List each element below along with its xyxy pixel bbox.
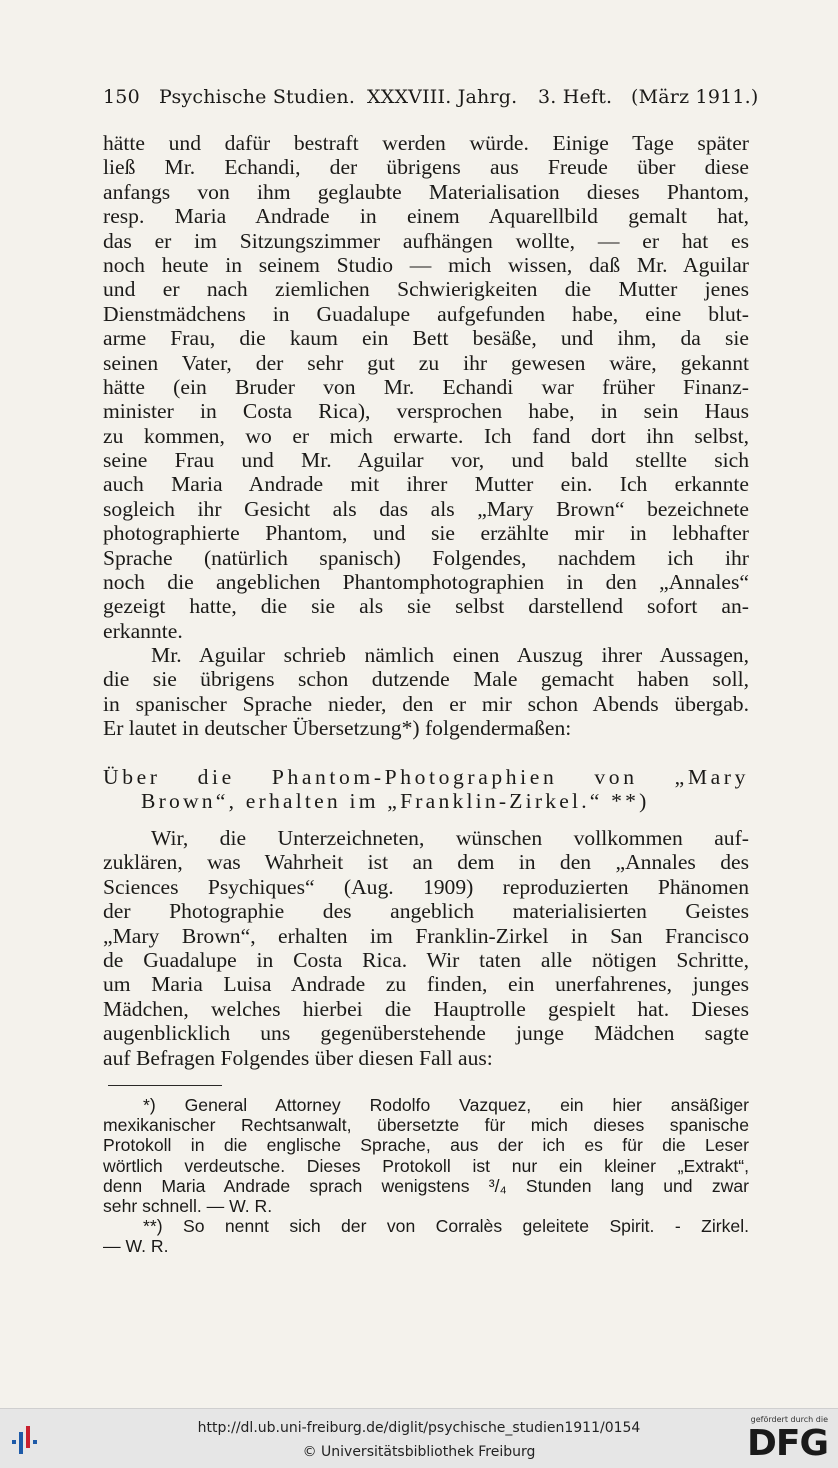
text-line: Dienstmädchens in Guadalupe aufgefunden habe, eine blut- bbox=[103, 301, 749, 326]
viewer-footer bbox=[0, 1408, 838, 1468]
text-line: Er lautet in deutscher Übersetzung*) folgendermaßen: bbox=[103, 716, 572, 741]
footnote-line: *) General Attorney Rodolfo Vazquez, ein hier ansäßiger bbox=[143, 1095, 749, 1115]
text-line: sogleich ihr Gesicht als das als „Mary Brown“ bezeichnete bbox=[103, 496, 749, 521]
page-number: 150 bbox=[103, 86, 140, 108]
text-line: Mr. Aguilar schrieb nämlich einen Auszug ihrer Aussagen, bbox=[151, 643, 749, 667]
text-line: anfangs von ihm geglaubte Materialisation dieses Phantom, bbox=[103, 179, 749, 204]
footnote-line: — W. R. bbox=[103, 1236, 169, 1257]
text-line: hätte und dafür bestraft werden würde. Einige Tage später bbox=[103, 131, 749, 155]
footnote-rule bbox=[108, 1085, 222, 1086]
text-line: auch Maria Andrade mit ihrer Mutter ein. Ich erkannte bbox=[103, 472, 749, 497]
page-url-link[interactable]: http://dl.ub.uni-freiburg.de/diglit/psychische_studien1911/0154 bbox=[197, 1420, 641, 1436]
text-line: resp. Maria Andrade in einem Aquarellbild gemalt hat, bbox=[103, 204, 749, 229]
copyright-notice: © Universitätsbibliothek Freiburg bbox=[302, 1444, 536, 1460]
text-line: die sie übrigens schon dutzende Male gemacht haben soll, bbox=[103, 667, 749, 692]
section-title bbox=[103, 765, 749, 814]
footnotes bbox=[103, 1095, 749, 1257]
text-line: Sprache (natürlich spanisch) Folgendes, nachdem ich ihr bbox=[103, 545, 749, 570]
text-line: Wir, die Unterzeichneten, wünschen vollkommen auf- bbox=[151, 826, 749, 850]
volume-label: XXXVIII. Jahrg. bbox=[367, 86, 518, 108]
text-line: minister in Costa Rica), versprochen habe, in sein Haus bbox=[103, 399, 749, 424]
footnote-line: mexikanischer Rechtsanwalt, übersetzte für mich dieses spanische bbox=[103, 1115, 749, 1136]
footnote-line: denn Maria Andrade sprach wenigstens ³/₄ Stunden lang und zwar bbox=[103, 1175, 749, 1196]
footnote-line: sehr schnell. — W. R. bbox=[103, 1195, 273, 1216]
text-line: Sciences Psychiques“ (Aug. 1909) reproduzierten Phänomen bbox=[103, 874, 749, 899]
text-line: noch die angeblichen Phantomphotographien in den „Annales“ bbox=[103, 570, 749, 595]
footnote-line: Protokoll in die englische Sprache, aus der ich es für die Leser bbox=[103, 1135, 749, 1156]
text-line: noch heute in seinem Studio — mich wissen, daß Mr. Aguilar bbox=[103, 252, 749, 277]
text-line: augenblicklich uns gegenüberstehende junge Mädchen sagte bbox=[103, 1021, 749, 1046]
footnote-line: **) So nennt sich der von Corralès geleitete Spirit. - Zirkel. bbox=[143, 1216, 749, 1237]
text-line: das er im Sitzungszimmer aufhängen wollte, — er hat es bbox=[103, 228, 749, 253]
text-line: erkannte. bbox=[103, 618, 183, 643]
text-line: arme Frau, die kaum ein Bett besäße, und ihm, da sie bbox=[103, 326, 749, 351]
text-line: seinen Vater, der sehr gut zu ihr gewesen wäre, gekannt bbox=[103, 350, 749, 375]
text-line: Mädchen, welches hierbei die Hauptrolle gespielt hat. Dieses bbox=[103, 996, 749, 1021]
text-line: in spanischer Sprache nieder, den er mir schon Abends übergab. bbox=[103, 691, 749, 716]
text-line: um Maria Luisa Andrade zu finden, ein unerfahrenes, junges bbox=[103, 972, 749, 997]
footnote-2 bbox=[103, 1216, 749, 1256]
footnote-line: wörtlich verdeutsche. Dieses Protokoll ist nur ein kleiner „Extrakt“, bbox=[103, 1155, 749, 1176]
journal-title: Psychische Studien. bbox=[159, 86, 356, 108]
text-line: ließ Mr. Echandi, der übrigens aus Freude über diese bbox=[103, 155, 749, 180]
text-line: zuklären, was Wahrheit ist an dem in den „Annales des bbox=[103, 850, 749, 875]
paragraph-2 bbox=[103, 643, 749, 741]
running-header bbox=[103, 86, 759, 116]
footnote-1 bbox=[103, 1095, 749, 1216]
text-line: de Guadalupe in Costa Rica. Wir taten alle nötigen Schritte, bbox=[103, 947, 749, 972]
section-title-line: Über die Phantom-Photographien von „Mary bbox=[103, 765, 749, 789]
paragraph-1 bbox=[103, 131, 749, 643]
dfg-caption: gefördert durch die bbox=[750, 1415, 828, 1424]
text-line: gezeigt hatte, die sie als sie selbst darstellend sofort an- bbox=[103, 594, 749, 619]
section-title-line: Brown“, erhalten im „Franklin-Zirkel.“ **) bbox=[141, 789, 650, 814]
dfg-logo bbox=[736, 1415, 828, 1465]
text-line: auf Befragen Folgendes über diesen Fall aus: bbox=[103, 1045, 493, 1070]
text-line: „Mary Brown“, erhalten im Franklin-Zirkel in San Francisco bbox=[103, 923, 749, 948]
dfg-letters: DFG bbox=[746, 1423, 828, 1464]
text-line: seine Frau und Mr. Aguilar vor, und bald stellte sich bbox=[103, 448, 749, 473]
issue-date: (März 1911.) bbox=[631, 86, 759, 108]
paragraph-3 bbox=[103, 826, 749, 1070]
text-line: photographierte Phantom, und sie erzählte mir in lebhafter bbox=[103, 521, 749, 546]
text-line: hätte (ein Bruder von Mr. Echandi war früher Finanz- bbox=[103, 374, 749, 399]
text-line: zu kommen, wo er mich erwarte. Ich fand dort ihn selbst, bbox=[103, 423, 749, 448]
text-line: der Photographie des angeblich materialisierten Geistes bbox=[103, 899, 749, 924]
text-line: und er nach ziemlichen Schwierigkeiten die Mutter jenes bbox=[103, 277, 749, 302]
issue-label: 3. Heft. bbox=[538, 86, 613, 108]
